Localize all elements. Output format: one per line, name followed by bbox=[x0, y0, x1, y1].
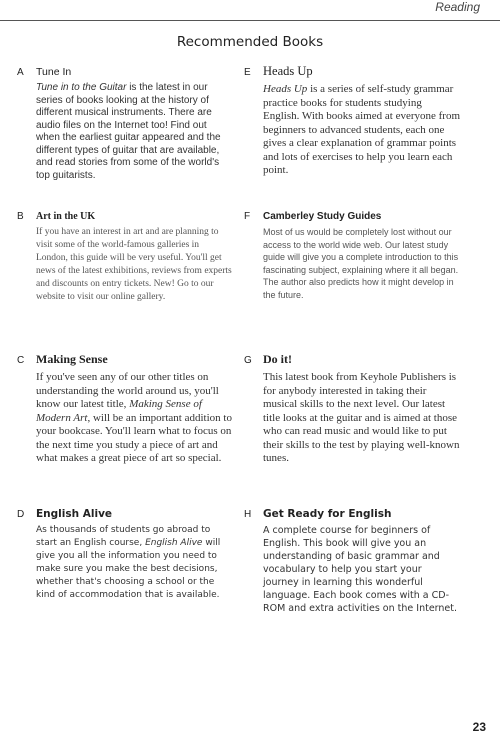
entry-letter: A bbox=[17, 67, 24, 78]
header-divider bbox=[0, 20, 500, 21]
entry-f bbox=[244, 211, 460, 301]
book-title-italic: Heads Up bbox=[263, 83, 308, 95]
entry-title: Do it! bbox=[263, 352, 292, 366]
entry-body-text: is the latest in our series of books looking at the history of different musical instruments. There are audio files on the Internet too! Find out when the earliest guitar appeared and the different types of guitar that are available, and read stories from some of the world's top guitarists. bbox=[36, 82, 221, 181]
book-title-italic: English Alive bbox=[145, 538, 203, 548]
entry-body-text: If you've seen any of our other titles on understanding the world around us, you'll know our latest title, bbox=[36, 371, 219, 410]
entry-b bbox=[17, 211, 233, 304]
entry-title: Heads Up bbox=[263, 64, 313, 78]
entry-body-text: As thousands of students go abroad to start an English course, bbox=[36, 525, 211, 548]
entry-title: Making Sense bbox=[36, 352, 108, 366]
entry-body-text: , will be an important addition to your bookcase. You'll learn what to focus on the next time you study a piece of art and what makes a great piece of art so special. bbox=[36, 411, 232, 464]
entry-body bbox=[36, 82, 233, 182]
entry-title: Tune In bbox=[36, 66, 72, 78]
entry-letter: D bbox=[17, 509, 25, 520]
page-title: Recommended Books bbox=[176, 34, 324, 50]
entry-letter: C bbox=[17, 355, 25, 366]
entry-title: Get Ready for English bbox=[263, 508, 392, 520]
entry-body-text: is a series of self-study grammar practice books for students studying English. With books aimed at everyone from beginners to advanced students, each one gives a clear explanation of grammar points and lots of exercises to help you learn each point. bbox=[263, 83, 461, 176]
entry-letter: G bbox=[244, 355, 252, 366]
entry-body-text: will give you all the information you need to make sure you make the best decisions, whether that's choosing a school or the kind of accommodation that is available. bbox=[36, 538, 221, 600]
section-label: Reading bbox=[435, 0, 480, 14]
page-number: 23 bbox=[472, 720, 486, 734]
entry-h bbox=[244, 508, 460, 615]
entry-body bbox=[263, 83, 460, 178]
book-title-italic: Making Sense of Modern Art bbox=[36, 398, 202, 424]
entry-body bbox=[36, 371, 233, 466]
entry-letter: E bbox=[244, 67, 251, 78]
entry-a bbox=[17, 66, 233, 182]
entry-body: Most of us would be completely lost without our access to the world wide web. Our latest study guide will give you a complete introduction to this fascinating subject, explaining where it all began. The author also predicts how it might develop in the future. bbox=[263, 227, 459, 300]
entry-body: A complete course for beginners of English. This book will give you an understanding of basic grammar and vocabulary to help you start your journey in learning this wonderful language. Each book comes with a CD-ROM and extra activities on the Internet. bbox=[263, 525, 458, 614]
entry-g bbox=[244, 352, 460, 466]
entry-letter: H bbox=[244, 509, 252, 520]
entry-title: English Alive bbox=[36, 508, 113, 520]
entry-body: If you have an interest in art and are planning to visit some of the world-famous galleries in London, this guide will be very useful. You'll get news of the latest exhibitions, reviews from experts and discounts on entry tickets. New! Go to our website to visit our online gallery. bbox=[36, 227, 232, 302]
entry-d bbox=[17, 508, 233, 602]
entry-title: Art in the UK bbox=[36, 211, 96, 222]
entry-body bbox=[36, 524, 233, 602]
entry-title: Camberley Study Guides bbox=[263, 211, 382, 222]
book-title-italic: Tune in to the Guitar bbox=[36, 82, 127, 93]
entry-c bbox=[17, 352, 233, 466]
entry-letter: F bbox=[244, 211, 251, 222]
entry-body: This latest book from Keyhole Publishers is for anybody interested in taking their musical skills to the next level. Our latest title looks at the guitar and is aimed at those who can read music and would like to put their skills to the test by playing well-known tunes. bbox=[263, 371, 460, 464]
entry-letter: B bbox=[17, 211, 24, 222]
entry-e bbox=[244, 64, 460, 178]
